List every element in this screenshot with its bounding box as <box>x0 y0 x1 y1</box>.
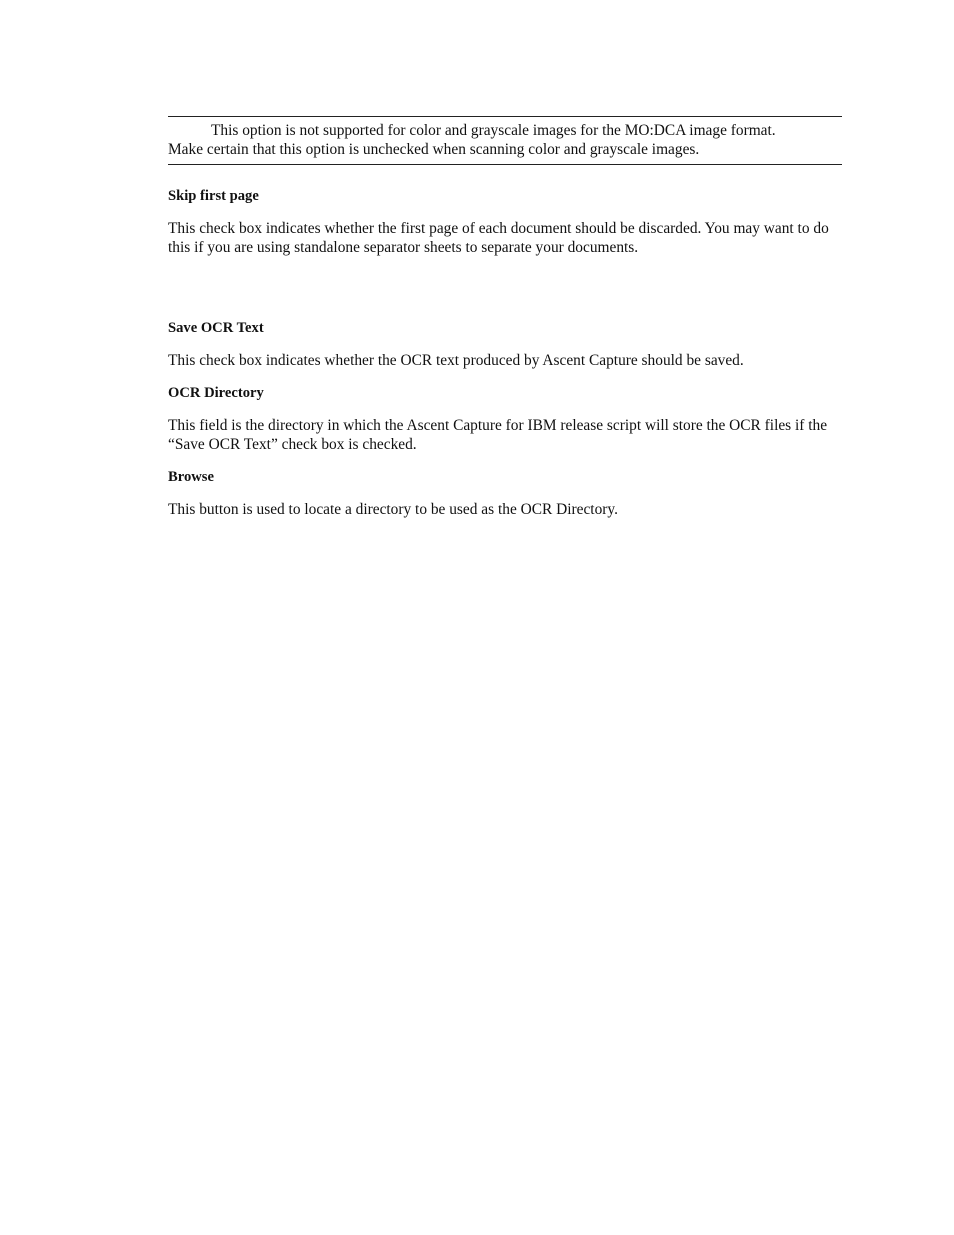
section-heading: Browse <box>168 469 214 485</box>
section-heading: Save OCR Text <box>168 320 264 336</box>
note-line-2: Make certain that this option is unchecked when scanning color and grayscale images. <box>168 141 700 158</box>
note-box <box>168 116 842 165</box>
section-text: This check box indicates whether the OCR text produced by Ascent Capture should be saved. <box>168 352 744 369</box>
note-line-1: This option is not supported for color and grayscale images for the MO:DCA image format. <box>211 122 776 139</box>
document-page <box>168 116 842 518</box>
section-ocr-directory <box>168 384 842 454</box>
section-browse <box>168 468 842 519</box>
section-save-ocr-text <box>168 319 842 370</box>
section-heading: OCR Directory <box>168 385 264 401</box>
section-heading: Skip first page <box>168 188 259 204</box>
section-text: This button is used to locate a directory to be used as the OCR Directory. <box>168 501 618 518</box>
section-skip-first-page <box>168 187 842 257</box>
section-text: This check box indicates whether the first page of each document should be discarded. You may want to do this if you are using standalone separator sheets to separate your documents. <box>168 220 829 256</box>
section-text: This field is the directory in which the Ascent Capture for IBM release script will store the OCR files if the “Save OCR Text” check box is checked. <box>168 417 828 453</box>
